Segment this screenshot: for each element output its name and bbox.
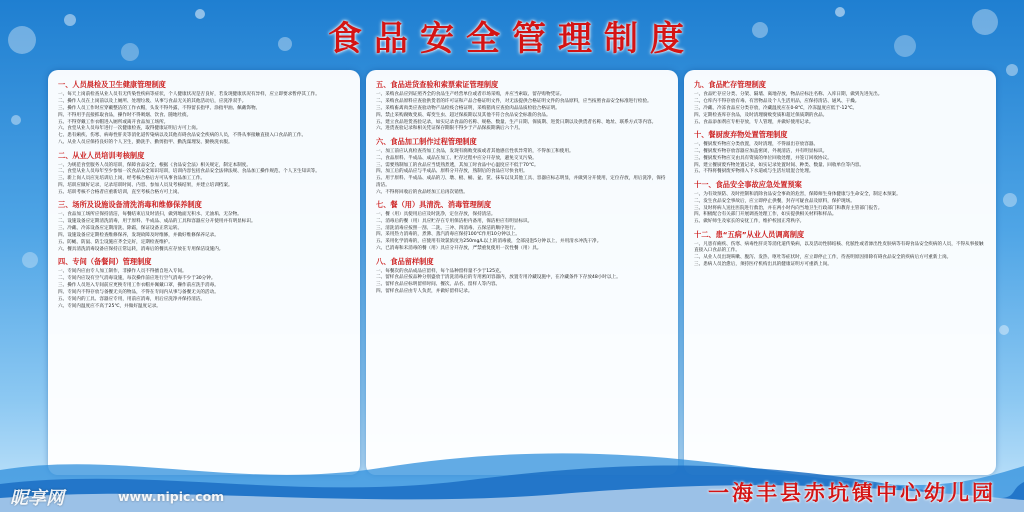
section-paragraph: 七、患有痢疾、伤寒、病毒性肝炎等消化道传染病以及其他有碍食品安全疾病的人员，不得从事接触直接入口食品的工作。	[58, 133, 307, 139]
section-paragraph: 二、设施设备应定期清洗消毒，用于原料、半成品、成品的工具和容器应分开使用并有明显标识。	[58, 219, 256, 225]
section-paragraph: 八、从业人员应保持良好的个人卫生，勤洗手、勤剪指甲、勤洗澡理发、勤换洗衣服。	[58, 140, 233, 146]
section-heading: 九、食品贮存管理制度	[694, 80, 766, 89]
section-paragraph: 三、留样食品应标明留样时间、餐次、品名、留样人等内容。	[376, 282, 501, 288]
watermark-url: www.nipic.com	[118, 489, 225, 504]
section-paragraph: 二、发生食品安全事故后，应立即停止供餐，封存可疑食品及原料，保护现场。	[694, 198, 855, 204]
section-paragraph: 三、操作人员工作时应穿戴整洁的工作衣帽，头发不得外露，不得留长指甲、涂指甲油、佩戴饰物。	[58, 105, 261, 111]
section-paragraph: 三、需要熟制加工的食品应当烧熟煮透，其加工时食品中心温度应不低于70℃。	[376, 162, 539, 168]
section-paragraph: 二、餐厨废弃物存放容器应加盖密闭，外观清洁，并有明显标识。	[694, 148, 828, 154]
section-heading: 十一、食品安全事故应急处置预案	[694, 179, 802, 189]
section-paragraph: 四、采用热力消毒的，煮沸、蒸汽消毒应保持100℃作用10分钟以上。	[376, 232, 520, 238]
section-heading: 五、食品进货查验和索票索证管理制度	[376, 80, 499, 89]
panel-column-1	[48, 70, 360, 475]
section-paragraph: 一、为规范食堂服务人员的培训，保障食品安全，根据《食品安全法》相关规定，制定本制度。	[58, 162, 251, 168]
page-title: 食品安全管理制度	[328, 19, 696, 59]
section-paragraph: 四、禁止采购腐败变质、霉变生虫、超过保质期以及其他不符合食品安全标准的食品。	[376, 112, 551, 118]
section-paragraph: 二、采购食品原料应查验供货者的许可证和产品合格证明文件，对无法提供合格证明文件的食品原料，应当按照食品安全标准进行检验。	[376, 98, 652, 104]
section-paragraph: 二、食品原料、半成品、成品在加工、贮存过程中应分开存放，避免交叉污染。	[376, 155, 537, 161]
section-heading: 六、食品加工制作过程管理制度	[376, 136, 477, 146]
section-paragraph: 三、及时将病人送往医院进行救治，并在两小时内向当地卫生行政部门和教育主管部门报告。	[694, 205, 883, 211]
section-paragraph: 五、防蝇、防鼠、防尘设施应齐全完好，定期检查维护。	[58, 239, 173, 245]
section-paragraph: 二、专间内应设有空气消毒设施，每次操作前应进行空气消毒不少于30分钟。	[58, 276, 216, 282]
section-paragraph: 五、不得将餐厨废弃物排入下水道或与生活垃圾混合处理。	[694, 169, 814, 175]
section-paragraph: 四、设施设备应定期检查维修保养，发现故障及时维修，并做好维修保养记录。	[58, 233, 219, 239]
section-paragraph: 四、加工后的成品应与半成品、原料分开存放，熟制后的食品应尽快食用。	[376, 169, 528, 175]
section-paragraph: 六、不得将回收后的食品经加工后再次销售。	[376, 189, 468, 195]
section-paragraph: 一、每天上岗前检查从业人员有无传染性疾病等症状，个人健康状况是否良好，若发现健康状况有异样，应立即要求暂停其工作。	[58, 92, 320, 97]
section-paragraph: 一、餐厨废弃物应分类放置，及时清理，不得溢出存放容器。	[694, 141, 819, 147]
section-paragraph: 二、留样食品应按品种分别盛放于清洗消毒后的专用密闭容器内，放置专用冷藏设施中，在冷藏条件下存放48小时以上。	[376, 275, 621, 281]
section-paragraph: 一、食品加工场所应保持清洁，每餐结束后及时清扫，做到地面无积水、无油垢、无杂物。	[58, 212, 242, 218]
section-heading: 七、餐（用）具清洗、消毒管理制度	[376, 199, 492, 209]
section-paragraph: 五、做好师生及家长的安抚工作，维护校园正常秩序。	[694, 219, 805, 225]
panel-column-3	[684, 70, 996, 475]
section-paragraph: 六、已消毒和未消毒的餐（用）具应分开存放，严禁重复使用一次性餐（用）具。	[376, 246, 542, 252]
section-paragraph: 四、专间内不得存放与备餐无关的物品，不得在专间内从事与备餐无关的活动。	[58, 289, 219, 295]
section-heading: 八、食品留样制度	[376, 256, 434, 266]
section-paragraph: 二、从业人员出现咳嗽、腹泻、发热、呕吐等症状时，应立即停止工作，待查明原因排除有碍食品安全的疾病后方可重新上岗。	[694, 254, 952, 260]
section-paragraph: 三、冷藏、冷冻设备应定期清洗、除霜，保证设备正常运转。	[58, 226, 183, 232]
watermark-site: 昵享网	[10, 488, 64, 509]
section-paragraph: 四、留样食品应由专人负责，并做好留样记录。	[376, 289, 473, 295]
section-paragraph: 一、专间内应由专人加工制作，非操作人员不得擅自进入专间。	[58, 269, 187, 275]
section-paragraph: 三、采购畜禽肉类应查验动物产品检疫合格证明，采购猪肉应查验肉品品质检验合格证明。	[376, 105, 560, 111]
section-paragraph: 二、消毒后的餐（用）具应贮存在专用保洁柜内备用，保洁柜应有明显标识。	[376, 218, 533, 224]
section-paragraph: 五、培训考核不合格者应重新培训，直至考核合格方可上岗。	[58, 190, 183, 196]
section-paragraph: 五、采用化学消毒的，应使用有效氯浓度为250mg/L以上的消毒液，全部浸泡5分钟以上，并用清水冲洗干净。	[376, 239, 602, 245]
section-paragraph: 四、建立餐厨废弃物处置记录，如实记录处置时间、种类、数量、回收单位等内容。	[694, 162, 864, 168]
section-paragraph: 四、不得用手直接抓取食品，操作时不得吸烟、饮食、随地吐痰。	[58, 112, 192, 118]
section-paragraph: 六、专间内温度应不高于25℃，并做好温度记录。	[58, 303, 161, 309]
section-heading: 一、人员晨检及卫生健康管理制度	[58, 80, 166, 89]
section-paragraph: 一、加工前应认真检查待加工食品，发现有腐败变质或者其他感官性状异常的，不得加工和使用。	[376, 148, 574, 154]
section-paragraph: 一、为有效预防、及时控制和消除食品安全事故的危害，保障师生身体健康与生命安全，制定本预案。	[694, 191, 901, 197]
section-paragraph: 四、培训应做好记录，记录培训时间、内容、参加人员及考核结果，并建立培训档案。	[58, 183, 233, 189]
section-heading: 四、专间（备餐间）管理制度	[58, 257, 152, 267]
section-paragraph: 三、冷藏、冷冻食品应分类存放，冷藏温度应在0-8℃，冷冻温度应低于-12℃。	[694, 105, 858, 111]
section-paragraph: 五、食品添加剂应专柜存放，专人管理，并做好使用记录。	[694, 119, 814, 125]
section-paragraph: 一、采购食品应到证照齐全的食品生产经营单位或者市场采购，并应当索取、留存购物凭证。	[376, 92, 565, 97]
section-heading: 十、餐厨废弃物处置管理制度	[694, 129, 788, 139]
section-paragraph: 二、操作人员在上岗前以及上厕所、处理垃圾、从事与食品无关的其他活动后，应洗净双手。	[58, 98, 247, 104]
section-paragraph: 六、进货查验记录和相关凭证保存期限不得少于产品保质期满后六个月。	[376, 126, 524, 132]
section-paragraph: 二、食堂从业人员每年至少参加一次食品安全知识培训，培训内容包括食品安全法律法规、食品加工操作规范、个人卫生知识等。	[58, 169, 320, 175]
section-paragraph: 五、用于原料、半成品、成品的刀、墩、板、桶、盆、筐、抹布以及其他工具、容器应标志明显，并做到分开使用，定位存放，用后洗净，保持清洁。	[376, 176, 666, 188]
section-paragraph: 一、每餐次的食品成品应留样，每个品种留样量不少于125克。	[376, 268, 505, 274]
section-paragraph: 三、操作人员进入专间前应更换专用工作衣帽并佩戴口罩，操作前应洗手消毒。	[58, 282, 219, 288]
section-paragraph: 五、不得穿戴工作衣帽进入厕所或离开食品加工场所。	[58, 119, 169, 125]
panel-column-2	[366, 70, 678, 475]
section-paragraph: 五、建立食品进货查验记录，如实记录食品的名称、规格、数量、生产日期、保质期、进货日期以及供货者名称、地址、联系方式等内容。	[376, 119, 657, 125]
section-paragraph: 六、食堂从业人员每年进行一次健康检查，取得健康证明后方可上岗。	[58, 126, 201, 132]
section-paragraph: 六、餐具清洗消毒设备应保持正常运转，消毒后的餐具应存放在专用保洁设施内。	[58, 246, 224, 252]
section-paragraph: 四、定期检查库存食品，及时清理腐败变质和超过保质期的食品。	[694, 112, 828, 118]
section-paragraph: 三、清洗消毒应按照一刮、二洗、三冲、四消毒、五保洁的顺序进行。	[376, 225, 519, 231]
section-heading: 二、从业人员培训考核制度	[58, 150, 145, 160]
section-paragraph: 三、餐厨废弃物应交由具有资质的单位回收处理，并签订回收协议。	[694, 155, 832, 161]
section-paragraph: 三、患病人员治愈后，须持医疗机构出具的健康证明方可重新上岗。	[694, 261, 832, 267]
organization-name: 一海丰县赤坑镇中心幼儿园	[708, 481, 996, 505]
section-paragraph: 二、仓库内不得存放有毒、有害物品及个人生活用品，应保持清洁、通风、干燥。	[694, 98, 860, 104]
section-paragraph: 四、积极配合有关部门开展调查处理工作，如实提供相关材料和样品。	[694, 212, 837, 218]
section-heading: 十二、患“五病”从业人员调离制度	[694, 229, 805, 239]
section-heading: 三、场所及设施设备清洗消毒和维修保养制度	[58, 200, 202, 210]
section-paragraph: 三、新上岗人员应先培训后上岗，经考核合格后方可从事食品加工工作。	[58, 176, 206, 182]
section-paragraph: 一、餐（用）具使用后应及时洗净，定位存放，保持清洁。	[376, 211, 496, 217]
section-paragraph: 一、凡患有痢疾、伤寒、病毒性肝炎等消化道传染病，以及活动性肺结核、化脓性或者渗出性皮肤病等有碍食品安全疾病的人员，不得从事接触直接入口食品的工作。	[694, 241, 984, 253]
section-paragraph: 一、食品贮存应分类、分架、隔墙、离地存放，物品应标注名称、入库日期，做到先进先出。	[694, 92, 883, 97]
section-paragraph: 五、专间内的工具、容器应专用，用前应消毒，用后应洗净并保持清洁。	[58, 296, 206, 302]
